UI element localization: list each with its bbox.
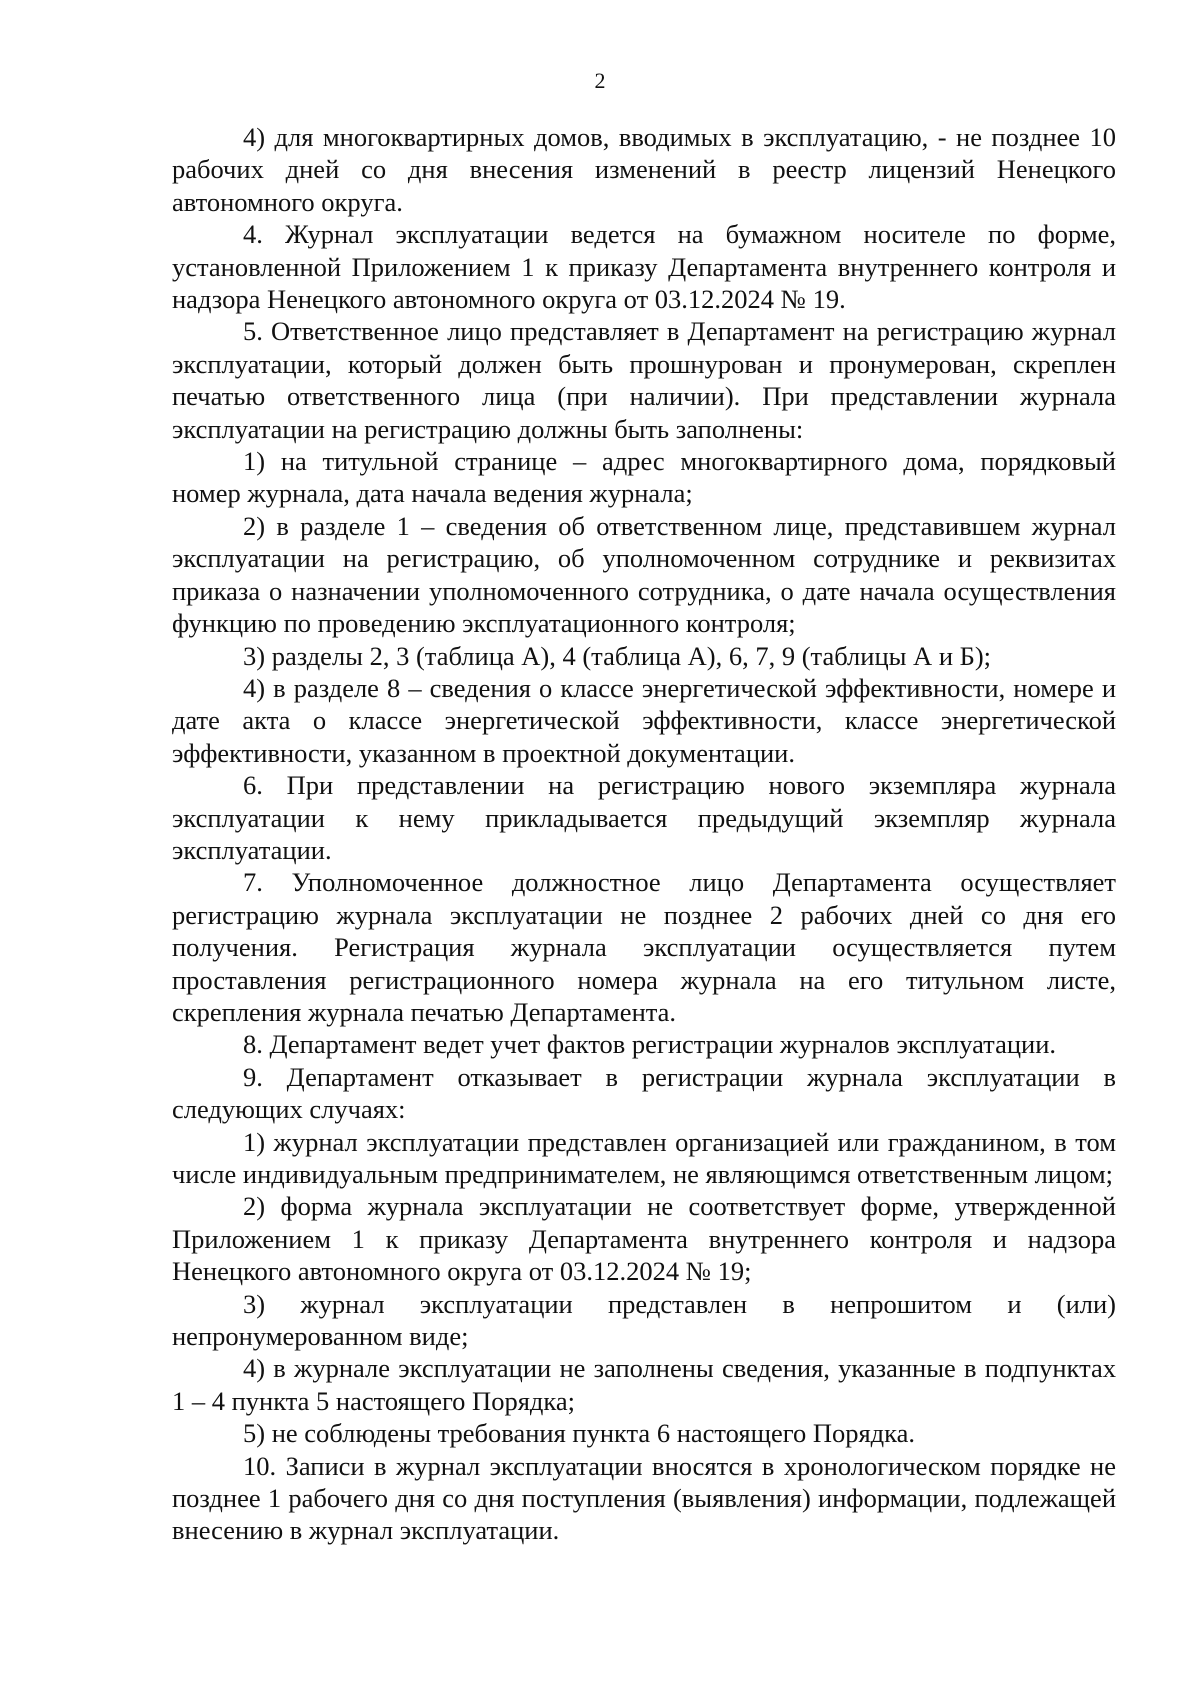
paragraph-item-10: 10. Записи в журнал эксплуатации вносятся в хронологическом порядке не позднее 1 рабочего дня со дня поступления (выявления) информации, подлежащей внесению в журнал эксплуатации. [172, 1450, 1116, 1546]
page-number: 2 [594, 68, 606, 93]
paragraph-item-6: 6. При представлении на регистрацию нового экземпляра журнала эксплуатации к нему прикладывается предыдущий экземпляр журнала эксплуатации. [172, 770, 1116, 865]
paragraph-item-5-subitem-3: 3) разделы 2, 3 (таблица А), 4 (таблица А), 6, 7, 9 (таблицы А и Б); [243, 640, 992, 671]
paragraph-item-9-subitem-4: 4) в журнале эксплуатации не заполнены сведения, указанные в подпунктах 1 – 4 пункта 5 настоящего Порядка; [172, 1353, 1116, 1416]
paragraph-item-5-subitem-1: 1) на титульной странице – адрес многоквартирного дома, порядковый номер журнала, дата начала ведения журнала; [172, 446, 1116, 509]
paragraph-item-4: 4. Журнал эксплуатации ведется на бумажном носителе по форме, установленной Приложением 1 к приказу Департамента внутреннего контроля и надзора Ненецкого автономного округа от 03.12.2024 № 19. [172, 219, 1116, 315]
paragraph-item-9: 9. Департамент отказывает в регистрации журнала эксплуатации в следующих случаях: [172, 1061, 1116, 1125]
paragraph-item-9-subitem-1: 1) журнал эксплуатации представлен организацией или гражданином, в том числе индивидуальным предпринимателем, не являющимся ответственным лицом; [172, 1126, 1116, 1189]
paragraph-item-9-subitem-3: 3) журнал эксплуатации представлен в непрошитом и (или) непронумерованном виде; [172, 1288, 1116, 1352]
document-body [172, 121, 1116, 1547]
paragraph-item-5-subitem-4: 4) в разделе 8 – сведения о классе энергетической эффективности, номере и дате акта о классе энергетической эффективности, классе энергетической эффективности, указанном в проектной документации. [172, 672, 1116, 768]
paragraph-item-9-subitem-2: 2) форма журнала эксплуатации не соответствует форме, утвержденной Приложением 1 к приказу Департамента внутреннего контроля и надзора Ненецкого автономного округа от 03.12.2024 № 19; [172, 1191, 1116, 1287]
paragraph-subitem-4-apartment-buildings: 4) для многоквартирных домов, вводимых в эксплуатацию, - не позднее 10 рабочих дней со дня внесения изменений в реестр лицензий Ненецкого автономного округа. [172, 122, 1116, 217]
paragraph-item-7: 7. Уполномоченное должностное лицо Департамента осуществляет регистрацию журнала эксплуатации не позднее 2 рабочих дней со дня его получения. Регистрация журнала эксплуатации осуществляется путем проставления регистрационного номера журнала на его титульном листе, скрепления журнала печатью Департамента. [172, 867, 1116, 1027]
paragraph-item-9-subitem-5: 5) не соблюдены требования пункта 6 настоящего Порядка. [243, 1418, 915, 1449]
paragraph-item-8: 8. Департамент ведет учет фактов регистрации журналов эксплуатации. [243, 1029, 1057, 1060]
paragraph-item-5: 5. Ответственное лицо представляет в Департамент на регистрацию журнал эксплуатации, который должен быть прошнурован и пронумерован, скреплен печатью ответственного лица (при наличии). При представлении журнала эксплуатации на регистрацию должны быть заполнены: [172, 316, 1116, 444]
paragraph-item-5-subitem-2: 2) в разделе 1 – сведения об ответственном лице, представившем журнал эксплуатации на регистрацию, об уполномоченном сотруднике и реквизитах приказа о назначении уполномоченного сотрудника, о дате начала осуществления функцию по проведению эксплуатационного контроля; [172, 510, 1116, 639]
